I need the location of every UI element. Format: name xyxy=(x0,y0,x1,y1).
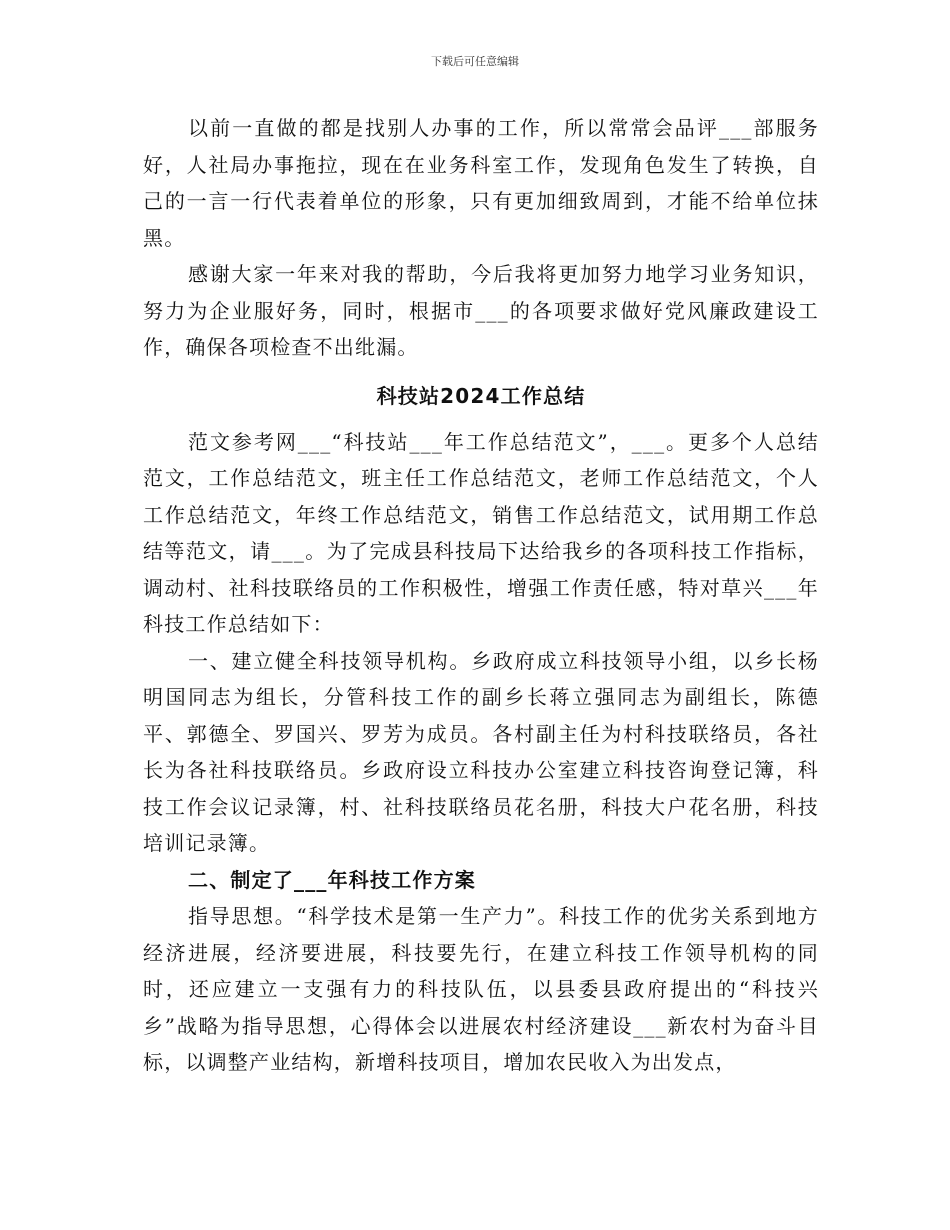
document-body xyxy=(143,110,819,1081)
paragraph: 范文参考网___“科技站___年工作总结范文”，___。更多个人总结范文，工作总结范文，班主任工作总结范文，老师工作总结范文，个人工作总结范文，年终工作总结范文，销售工作总结范文，试用期工作总结等范文，请___。为了完成县科技局下达给我乡的各项科技工作指标，调动村、社科技联络员的工作积极性，增强工作责任感，特对草兴___年科技工作总结如下： xyxy=(143,429,819,636)
paragraph: 一、建立健全科技领导机构。乡政府成立科技领导小组，以乡长杨明国同志为组长，分管科技工作的副乡长蒋立强同志为副组长，陈德平、郭德全、罗国兴、罗芳为成员。各村副主任为村科技联络员，各社长为各社科技联络员。乡政府设立科技办公室建立科技咨询登记簿，科技工作会议记录簿，村、社科技联络员花名册，科技大户花名册，科技培训记录簿。 xyxy=(143,648,819,855)
document-title: 科技站2024工作总结 xyxy=(376,383,586,408)
paragraph: 指导思想。“科学技术是第一生产力”。科技工作的优劣关系到地方经济进展，经济要进展，科技要先行，在建立科技工作领导机构的同时，还应建立一支强有力的科技队伍，以县委县政府提出的“科技兴乡”战略为指导思想，心得体会以进展农村经济建设___新农村为奋斗目标，以调整产业结构，新增科技项目，增加农民收入为出发点， xyxy=(143,904,819,1074)
paragraph: 以前一直做的都是找别人办事的工作，所以常常会品评___部服务好，人社局办事拖拉，现在在业务科室工作，发现角色发生了转换，自己的一言一行代表着单位的形象，只有更加细致周到，才能不给单位抹黑。 xyxy=(143,116,819,250)
paragraph: 感谢大家一年来对我的帮助，今后我将更加努力地学习业务知识，努力为企业服好务，同时，根据市___的各项要求做好党风廉政建设工作，确保各项检查不出纰漏。 xyxy=(143,262,819,359)
page-header-note: 下载后可任意编辑 xyxy=(431,55,519,68)
section-heading: 二、制定了___年科技工作方案 xyxy=(188,867,476,892)
